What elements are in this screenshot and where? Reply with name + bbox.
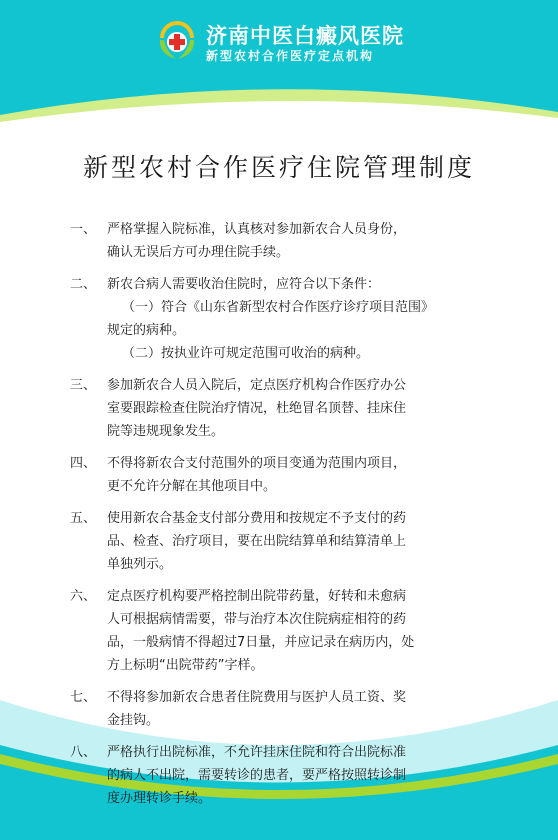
sub-item-text: （一）符合《山东省新型农村合作医疗诊疗项目范围》: [122, 300, 435, 315]
item-number: 七、: [70, 690, 97, 705]
item-text: 不得将新农合支付范围外的项目变通为范围内项目，: [107, 456, 407, 471]
item-text: 的病人不出院，需要转诊的患者，要严格按照转诊制: [107, 768, 407, 783]
item-number: 四、: [70, 456, 97, 471]
item-text: 参加新农合人员入院后，定点医疗机构合作医疗办公: [107, 378, 407, 393]
header: [0, 0, 558, 78]
item-text: 人可根据病情需要，带与治疗本次住院病症相符的药: [107, 612, 407, 627]
item-text: 度办理转诊手续。: [107, 791, 212, 806]
hospital-subtitle: 新型农村合作医疗定点机构: [206, 49, 375, 63]
regulation-item-5: [70, 507, 500, 576]
regulation-item-8: [70, 741, 500, 810]
sub-item-text: （二）按执业许可规定范围可收治的病种。: [122, 346, 370, 361]
item-number: 六、: [70, 589, 97, 604]
item-text: 品、检查、治疗项目，要在出院结算单和结算清单上: [107, 534, 407, 549]
page-title: 新型农村合作医疗住院管理制度: [82, 153, 475, 182]
regulation-item-3: [70, 374, 500, 443]
regulation-list: [70, 218, 500, 819]
regulation-item-7: [70, 686, 500, 732]
item-text: 单独列示。: [107, 557, 173, 572]
item-text: 方上标明“出院带药”字样。: [107, 658, 264, 673]
item-text: 新农合病人需要收治住院时，应符合以下条件：: [107, 277, 381, 292]
regulation-item-2: [70, 273, 500, 365]
item-text: 严格掌握入院标准，认真核对参加新农合人员身份，: [107, 222, 407, 237]
item-number: 三、: [70, 378, 97, 393]
item-number: 八、: [70, 745, 97, 760]
regulation-item-1: [70, 218, 500, 264]
item-text: 室要跟踪检查住院治疗情况，杜绝冒名顶替、挂床住: [107, 401, 407, 416]
item-text: 使用新农合基金支付部分费用和按规定不予支付的药: [107, 511, 407, 526]
regulation-item-4: [70, 452, 500, 498]
item-text: 不得将参加新农合患者住院费用与医护人员工资、奖: [107, 690, 407, 705]
item-text: 确认无误后方可办理住院手续。: [107, 245, 290, 260]
item-text: 定点医疗机构要严格控制出院带药量，好转和未愈病: [107, 589, 407, 604]
item-text: 院等违规现象发生。: [107, 424, 225, 439]
item-text: 品，一般病情不得超过7日量，并应记录在病历内，处: [107, 635, 415, 650]
hospital-logo-icon: [156, 18, 198, 62]
item-number: 五、: [70, 511, 97, 526]
hospital-name: 济南中医白癜风医院: [206, 24, 404, 48]
item-text: 更不允许分解在其他项目中。: [107, 479, 277, 494]
sub-item-text: 规定的病种。: [107, 323, 186, 338]
item-text: 严格执行出院标准，不允许挂床住院和符合出院标准: [107, 745, 407, 760]
item-number: 二、: [70, 277, 97, 292]
regulation-item-6: [70, 585, 500, 677]
item-number: 一、: [70, 222, 97, 237]
item-text: 金挂钩。: [107, 713, 160, 728]
